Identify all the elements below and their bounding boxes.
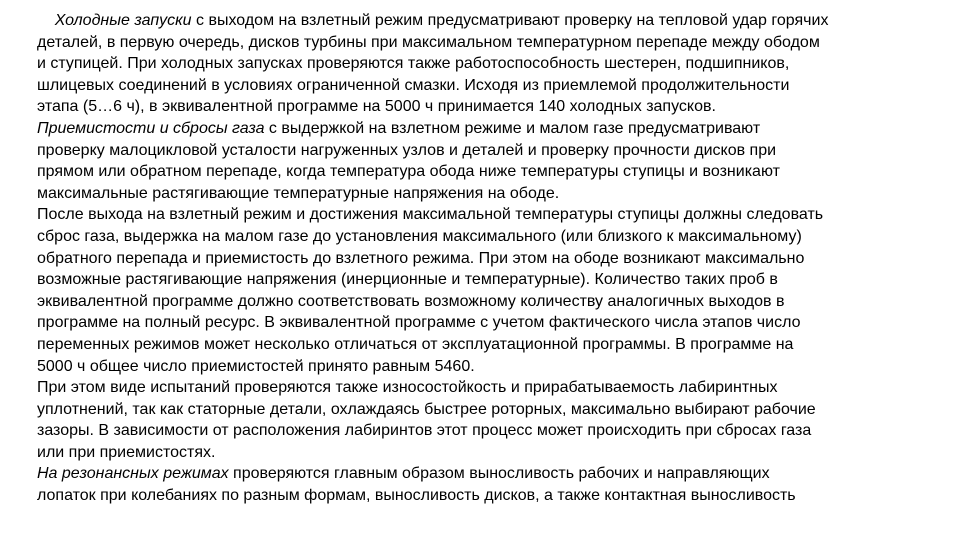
line-text: проверку малоцикловой усталости нагруженных узлов и деталей и проверку прочности дисков при xyxy=(37,141,777,159)
text-line xyxy=(37,334,927,356)
line-text: и ступицей. При холодных запусках проверяются также работоспособность шестерен, подшипников, xyxy=(37,55,790,73)
text-line xyxy=(37,96,927,118)
italic-term: Холодные запуски xyxy=(37,12,192,29)
line-text: переменных режимов может несколько отличаться от эксплуатационной программы. В программе на xyxy=(37,335,794,353)
line-text: деталей, в первую очередь, дисков турбины при максимальном температурном перепаде между ободом xyxy=(37,33,820,51)
text-line xyxy=(37,485,927,507)
line-text: возможные растягивающие напряжения (инерционные и температурные). Количество таких проб в xyxy=(37,271,778,289)
text-line xyxy=(37,291,927,313)
line-text: проверяются главным образом выносливость рабочих и направляющих xyxy=(228,465,770,483)
line-text: максимальные растягивающие температурные напряжения на ободе. xyxy=(37,184,560,202)
text-line xyxy=(37,226,927,248)
line-text: или при приемистостях. xyxy=(37,443,216,461)
text-line xyxy=(37,183,927,205)
text-line xyxy=(37,312,927,334)
text-line xyxy=(37,399,927,421)
text-line xyxy=(37,53,927,75)
line-text: эквивалентной программе должно соответствовать возможному количеству аналогичных выходов в xyxy=(37,292,785,310)
text-line xyxy=(37,75,927,97)
line-text: зазоры. В зависимости от расположения лабиринтов этот процесс может происходить при сбросах газа xyxy=(37,422,812,440)
text-line xyxy=(37,442,927,464)
text-line xyxy=(37,10,927,32)
text-line xyxy=(37,463,927,485)
text-line xyxy=(37,420,927,442)
text-line xyxy=(37,248,927,270)
text-line xyxy=(37,269,927,291)
text-line xyxy=(37,161,927,183)
text-line xyxy=(37,377,927,399)
line-text: программе на полный ресурс. В эквивалентной программе с учетом фактического числа этапов число xyxy=(37,314,801,332)
italic-term: На резонансных режимах xyxy=(37,465,229,483)
text-line xyxy=(37,140,927,162)
line-text: прямом или обратном перепаде, когда температура обода ниже температуры ступицы и возникают xyxy=(37,163,780,181)
line-text: 5000 ч общее число приемистостей принято равным 5460. xyxy=(37,357,475,375)
italic-term: Приемистости и сбросы газа xyxy=(37,119,265,137)
line-text: с выдержкой на взлетном режиме и малом газе предусматривают xyxy=(264,119,761,137)
text-line xyxy=(37,32,927,54)
line-text: с выходом на взлетный режим предусматривают проверку на тепловой удар горячих xyxy=(191,12,829,29)
line-text: После выхода на взлетный режим и достижения максимальной температуры ступицы должны следовать xyxy=(37,206,824,224)
text-line xyxy=(37,204,927,226)
body-text xyxy=(37,10,927,507)
line-text: При этом виде испытаний проверяются также износостойкость и прирабатываемость лабиринтных xyxy=(37,379,778,397)
line-text: шлицевых соединений в условиях ограниченной смазки. Исходя из приемлемой продолжительности xyxy=(37,76,790,94)
text-line xyxy=(37,118,927,140)
text-line xyxy=(37,356,927,378)
line-text: этапа (5…6 ч), в эквивалентной программе на 5000 ч принимается 140 холодных запусков. xyxy=(37,98,716,116)
line-text: сброс газа, выдержка на малом газе до установления максимального (или близкого к максимальному) xyxy=(37,227,802,245)
line-text: обратного перепада и приемистость до взлетного режима. При этом на ободе возникают максимально xyxy=(37,249,805,267)
line-text: уплотнений, так как статорные детали, охлаждаясь быстрее роторных, максимально выбирают рабочие xyxy=(37,400,816,418)
line-text: лопаток при колебаниях по разным формам, выносливость дисков, а также контактная выносливость xyxy=(37,487,796,505)
